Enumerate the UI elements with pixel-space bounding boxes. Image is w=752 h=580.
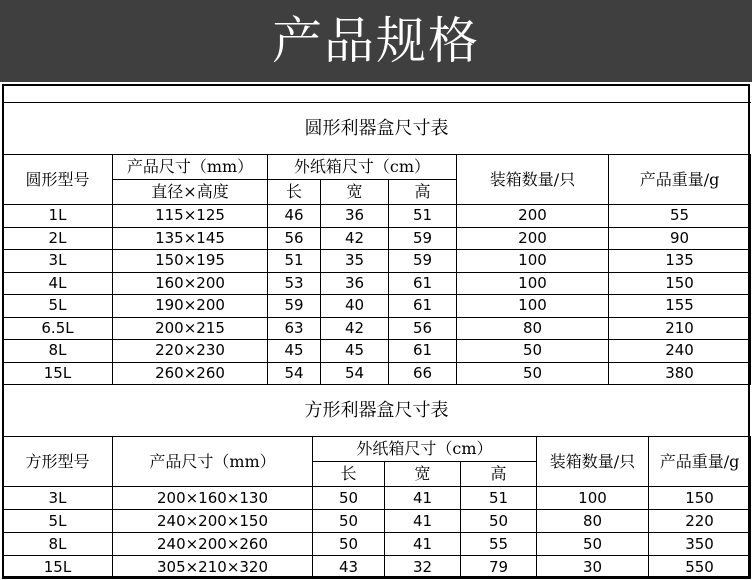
square-table-row (3, 556, 751, 579)
round-cell: 135×145 (113, 227, 268, 250)
square-cell: 8L (3, 533, 113, 556)
square-cell: 3L (3, 487, 113, 510)
round-cell: 51 (268, 250, 321, 273)
round-header-weight: 产品重量/g (609, 155, 751, 205)
round-cell: 61 (389, 340, 457, 363)
round-header-length: 长 (268, 180, 321, 205)
round-cell: 100 (457, 295, 609, 318)
round-table-row (3, 295, 751, 318)
round-cell: 35 (321, 250, 389, 273)
banner (0, 0, 752, 82)
round-header-carton-size: 外纸箱尺寸（cm） (268, 155, 457, 180)
square-cell: 50 (461, 510, 537, 533)
square-cell: 50 (313, 510, 385, 533)
round-cell: 150 (609, 272, 751, 295)
square-cell: 15L (3, 556, 113, 579)
round-table-row (3, 272, 751, 295)
round-cell: 100 (457, 250, 609, 273)
page-title: 产品规格 (272, 12, 480, 70)
round-table-row (3, 317, 751, 340)
square-cell: 41 (385, 510, 461, 533)
round-cell: 115×125 (113, 205, 268, 228)
round-header-width: 宽 (321, 180, 389, 205)
square-cell: 79 (461, 556, 537, 579)
square-cell: 55 (461, 533, 537, 556)
round-cell: 80 (457, 317, 609, 340)
round-cell: 55 (609, 205, 751, 228)
round-header-product-size: 产品尺寸（mm） (113, 155, 268, 180)
round-cell: 6.5L (3, 317, 113, 340)
round-table-row (3, 250, 751, 273)
square-header-product-size: 产品尺寸（mm） (113, 437, 313, 487)
square-header-width: 宽 (385, 462, 461, 487)
square-header-carton-size: 外纸箱尺寸（cm） (313, 437, 537, 462)
round-cell: 210 (609, 317, 751, 340)
round-cell: 8L (3, 340, 113, 363)
round-cell: 59 (389, 227, 457, 250)
round-cell: 42 (321, 317, 389, 340)
square-cell: 100 (537, 487, 649, 510)
round-cell: 160×200 (113, 272, 268, 295)
round-cell: 240 (609, 340, 751, 363)
square-table-row (3, 533, 751, 556)
square-header-length: 长 (313, 462, 385, 487)
round-header-model: 圆形型号 (3, 155, 113, 205)
round-cell: 200×215 (113, 317, 268, 340)
round-table-caption: 圆形利器盒尺寸表 (3, 103, 751, 155)
round-cell: 50 (457, 362, 609, 385)
square-header-model: 方形型号 (3, 437, 113, 487)
round-cell: 42 (321, 227, 389, 250)
round-header-product-size-sub: 直径×高度 (113, 180, 268, 205)
round-table (2, 102, 751, 385)
round-cell: 190×200 (113, 295, 268, 318)
square-cell: 43 (313, 556, 385, 579)
square-cell: 240×200×260 (113, 533, 313, 556)
round-table-body (3, 205, 751, 385)
square-cell: 50 (313, 533, 385, 556)
round-cell: 63 (268, 317, 321, 340)
round-cell: 56 (268, 227, 321, 250)
round-table-row (3, 227, 751, 250)
round-cell: 380 (609, 362, 751, 385)
round-cell: 220×230 (113, 340, 268, 363)
square-cell: 305×210×320 (113, 556, 313, 579)
square-cell: 550 (649, 556, 751, 579)
round-cell: 56 (389, 317, 457, 340)
round-cell: 45 (268, 340, 321, 363)
square-cell: 41 (385, 487, 461, 510)
square-table-body (3, 487, 751, 579)
round-cell: 59 (389, 250, 457, 273)
round-cell: 61 (389, 272, 457, 295)
square-cell: 32 (385, 556, 461, 579)
round-cell: 51 (389, 205, 457, 228)
round-cell: 45 (321, 340, 389, 363)
round-cell: 59 (268, 295, 321, 318)
round-cell: 53 (268, 272, 321, 295)
round-header-qty: 装箱数量/只 (457, 155, 609, 205)
round-cell: 5L (3, 295, 113, 318)
round-cell: 150×195 (113, 250, 268, 273)
round-cell: 135 (609, 250, 751, 273)
round-table-row (3, 340, 751, 363)
round-cell: 260×260 (113, 362, 268, 385)
round-table-row (3, 205, 751, 228)
round-cell: 66 (389, 362, 457, 385)
round-cell: 200 (457, 227, 609, 250)
round-cell: 2L (3, 227, 113, 250)
square-cell: 220 (649, 510, 751, 533)
round-cell: 40 (321, 295, 389, 318)
square-table (2, 384, 751, 579)
square-cell: 200×160×130 (113, 487, 313, 510)
square-header-qty: 装箱数量/只 (537, 437, 649, 487)
round-cell: 3L (3, 250, 113, 273)
square-header-height: 高 (461, 462, 537, 487)
round-cell: 50 (457, 340, 609, 363)
square-cell: 350 (649, 533, 751, 556)
square-cell: 50 (313, 487, 385, 510)
square-cell: 50 (537, 533, 649, 556)
round-cell: 46 (268, 205, 321, 228)
round-header-height: 高 (389, 180, 457, 205)
round-cell: 100 (457, 272, 609, 295)
round-cell: 61 (389, 295, 457, 318)
round-cell: 4L (3, 272, 113, 295)
round-cell: 155 (609, 295, 751, 318)
square-cell: 5L (3, 510, 113, 533)
square-cell: 240×200×150 (113, 510, 313, 533)
square-cell: 150 (649, 487, 751, 510)
round-table-row (3, 362, 751, 385)
square-table-row (3, 487, 751, 510)
round-cell: 15L (3, 362, 113, 385)
square-table-caption: 方形利器盒尺寸表 (3, 385, 751, 437)
round-cell: 90 (609, 227, 751, 250)
round-cell: 36 (321, 205, 389, 228)
square-cell: 80 (537, 510, 649, 533)
round-cell: 36 (321, 272, 389, 295)
square-cell: 30 (537, 556, 649, 579)
square-cell: 41 (385, 533, 461, 556)
round-cell: 1L (3, 205, 113, 228)
round-cell: 200 (457, 205, 609, 228)
square-header-weight: 产品重量/g (649, 437, 751, 487)
round-cell: 54 (268, 362, 321, 385)
square-cell: 51 (461, 487, 537, 510)
round-cell: 54 (321, 362, 389, 385)
square-table-row (3, 510, 751, 533)
